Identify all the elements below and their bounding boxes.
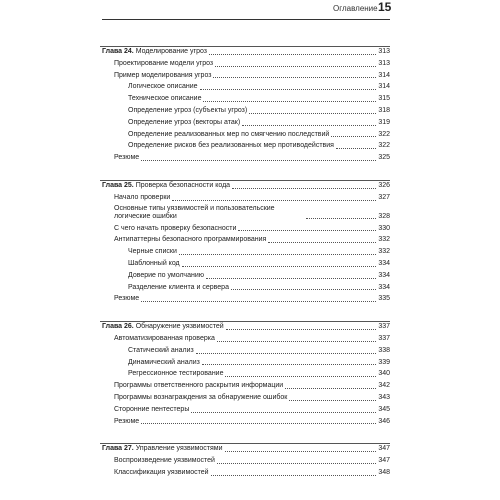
dot-leader [306, 218, 376, 219]
toc-entry[interactable] [102, 81, 390, 93]
toc-entry[interactable] [102, 392, 390, 404]
entry-label: Управление уязвимостями [133, 445, 223, 453]
dot-leader [336, 148, 376, 149]
dot-leader [268, 242, 376, 243]
toc-page-number: 332 [378, 236, 390, 244]
toc-page-number: 337 [378, 323, 390, 331]
chapter-number: Глава 25. [102, 181, 134, 189]
toc-chapter-heading[interactable] [102, 180, 390, 192]
toc-page-number: 335 [378, 295, 390, 303]
toc-page-number: 339 [378, 358, 390, 366]
toc-entry-title [114, 293, 139, 305]
toc-entry[interactable] [102, 258, 390, 270]
entry-label: Сторонние пентестеры [114, 405, 190, 413]
dot-leader [141, 423, 376, 424]
toc-entry[interactable] [102, 129, 390, 141]
dot-leader [217, 463, 376, 464]
chapter-divider [100, 443, 390, 444]
toc-page-number: 313 [378, 59, 390, 67]
toc-entry[interactable] [102, 380, 390, 392]
toc-page-number: 347 [378, 445, 390, 453]
toc-page-number: 315 [378, 95, 390, 103]
entry-label: Регрессионное тестирование [128, 370, 224, 378]
toc-chapter [102, 443, 390, 478]
toc-entry-title [114, 152, 139, 164]
toc-entry-title [128, 117, 240, 129]
entry-label: Моделирование угроз [133, 48, 207, 55]
dot-leader [249, 113, 376, 114]
toc-entry-title [128, 270, 204, 282]
dot-leader [225, 451, 377, 452]
entry-label: Проектирование модели угроз [114, 59, 214, 67]
entry-label: Доверие по умолчанию [128, 271, 204, 279]
toc-entry-title [114, 58, 213, 70]
toc-entry-title [128, 345, 194, 357]
toc-entry[interactable] [102, 270, 390, 282]
entry-label: Основные типы уязвимостей и пользовательские логические ошибки [114, 204, 275, 221]
dot-leader [202, 364, 376, 365]
toc-entry-title [114, 192, 170, 204]
dot-leader [191, 412, 376, 413]
toc-entry[interactable] [102, 282, 390, 294]
toc-page-number: 346 [378, 417, 390, 425]
toc-entry[interactable] [102, 455, 390, 467]
entry-label: Шаблонный код [128, 259, 180, 267]
dot-leader [200, 89, 377, 90]
toc-entry-title [128, 81, 198, 93]
toc-entry[interactable] [102, 93, 390, 105]
entry-label: Определение рисков без реализованных мер противодействия [128, 142, 334, 150]
entry-label: Программы вознаграждения за обнаружение ошибок [114, 393, 288, 401]
dot-leader [238, 230, 376, 231]
dot-leader [242, 125, 376, 126]
toc-entry-title [114, 70, 211, 82]
chapter-number: Глава 27. [102, 445, 134, 453]
toc-chapter [102, 180, 390, 305]
dot-leader [141, 160, 376, 161]
dot-leader [217, 341, 376, 342]
entry-label: Статический анализ [128, 346, 194, 354]
toc-entry[interactable] [102, 404, 390, 416]
toc-page-number: 313 [378, 48, 390, 55]
toc-entry-title [128, 357, 200, 369]
toc-page-number: 327 [378, 193, 390, 201]
dot-leader [182, 266, 377, 267]
dot-leader [232, 188, 376, 189]
toc-entry[interactable] [102, 333, 390, 345]
toc-entry-title [114, 205, 304, 222]
toc-page-number: 337 [378, 334, 390, 342]
toc-entry[interactable] [102, 192, 390, 204]
toc-page-number: 347 [378, 457, 390, 465]
toc-entry[interactable] [102, 234, 390, 246]
dot-leader [179, 254, 376, 255]
dot-leader [203, 101, 376, 102]
entry-label: Пример моделирования угроз [114, 71, 212, 79]
toc-entry[interactable] [102, 416, 390, 428]
toc-entry-title [102, 321, 224, 333]
entry-label: Проверка безопасности кода [133, 181, 231, 189]
toc-entry-title [102, 443, 223, 455]
toc-entry-title [114, 223, 236, 235]
dot-leader [211, 475, 377, 476]
toc-page-number: 332 [378, 248, 390, 256]
toc-page-number: 318 [378, 106, 390, 114]
dot-leader [215, 66, 376, 67]
dot-leader [206, 278, 376, 279]
toc-entry-title [102, 46, 207, 58]
entry-label: Воспроизведение уязвимостей [114, 457, 215, 465]
toc-entry[interactable] [102, 223, 390, 235]
toc-entry-title [128, 93, 201, 105]
entry-label: Обнаружение уязвимостей [133, 323, 224, 331]
entry-label: Резюме [114, 295, 140, 303]
toc-page-number: 330 [378, 224, 390, 232]
toc-entry[interactable] [102, 140, 390, 152]
toc-entry[interactable] [102, 368, 390, 380]
entry-label: Разделение клиента и сервера [128, 283, 229, 291]
dot-leader [231, 289, 376, 290]
toc-page-number: 334 [378, 259, 390, 267]
dot-leader [196, 353, 377, 354]
toc-entry-title [128, 129, 329, 141]
entry-label: Классификация уязвимостей [114, 468, 209, 476]
header-rule [102, 19, 390, 20]
toc-page-number: 326 [378, 181, 390, 189]
dot-leader [226, 329, 377, 330]
toc-entry-title [114, 416, 139, 428]
toc-entry[interactable] [102, 204, 390, 223]
toc-entry-title [102, 180, 230, 192]
toc-entry-title [128, 368, 223, 380]
toc-entry-title [128, 140, 334, 152]
chapter-divider [100, 321, 390, 322]
toc-chapter [102, 321, 390, 427]
entry-label: Динамический анализ [128, 358, 200, 366]
toc-entry-title [114, 392, 287, 404]
entry-label: С чего начать проверку безопасности [114, 224, 237, 232]
dot-leader [289, 400, 376, 401]
toc-page-number: 342 [378, 382, 390, 390]
toc-page-number: 322 [378, 130, 390, 138]
toc-page-number: 338 [378, 346, 390, 354]
toc-page-number: 325 [378, 154, 390, 162]
toc-entry-title [128, 282, 229, 294]
toc-page-number: 314 [378, 83, 390, 91]
toc-page-number: 314 [378, 71, 390, 79]
toc-entry-title [114, 380, 283, 392]
dot-leader [209, 54, 376, 55]
toc-entry[interactable] [102, 105, 390, 117]
toc-entry[interactable] [102, 293, 390, 305]
entry-label: Техническое описание [128, 95, 202, 103]
toc-entry-title [128, 246, 177, 258]
dot-leader [172, 200, 376, 201]
toc-entry[interactable] [102, 117, 390, 129]
entry-label: Определение угроз (векторы атак) [128, 118, 241, 126]
toc-entry[interactable] [102, 357, 390, 369]
toc-page-number: 328 [378, 213, 390, 221]
toc-chapter-heading[interactable] [102, 443, 390, 455]
dot-leader [331, 136, 376, 137]
toc-entry-title [128, 258, 180, 270]
dot-leader [213, 77, 376, 78]
toc-page-number: 348 [378, 468, 390, 476]
entry-label: Начало проверки [114, 193, 171, 201]
toc-entry-title [114, 404, 189, 416]
toc-chapter [102, 46, 390, 164]
toc-entry[interactable] [102, 467, 390, 479]
table-of-contents [102, 46, 390, 479]
toc-entry[interactable] [102, 70, 390, 82]
toc-page-number: 334 [378, 271, 390, 279]
chapter-number: Глава 26. [102, 323, 134, 331]
chapter-divider [100, 180, 390, 181]
entry-label: Черные списки [128, 248, 177, 256]
toc-page-number: 322 [378, 142, 390, 150]
toc-page-number: 343 [378, 393, 390, 401]
entry-label: Программы ответственного раскрытия информации [114, 382, 284, 390]
chapter-divider [100, 46, 390, 47]
toc-page-number: 340 [378, 370, 390, 378]
toc-chapter-heading[interactable] [102, 46, 390, 58]
chapter-number: Глава 24. [102, 48, 134, 55]
toc-chapter-heading[interactable] [102, 321, 390, 333]
toc-entry-title [114, 234, 266, 246]
running-header-title: Оглавление [333, 4, 378, 13]
toc-entry[interactable] [102, 345, 390, 357]
toc-entry-title [114, 467, 209, 479]
entry-label: Логическое описание [128, 83, 198, 91]
toc-entry[interactable] [102, 58, 390, 70]
entry-label: Антипаттерны безопасного программирования [114, 236, 267, 244]
entry-label: Автоматизированная проверка [114, 334, 215, 342]
toc-page-number: 334 [378, 283, 390, 291]
entry-label: Резюме [114, 154, 140, 162]
dot-leader [225, 376, 376, 377]
toc-entry-title [114, 455, 215, 467]
entry-label: Определение угроз (субъекты угроз) [128, 106, 248, 114]
toc-entry-title [128, 105, 247, 117]
dot-leader [285, 388, 376, 389]
dot-leader [141, 301, 376, 302]
toc-page-number: 345 [378, 405, 390, 413]
entry-label: Резюме [114, 417, 140, 425]
toc-entry-title [114, 333, 215, 345]
toc-entry[interactable] [102, 152, 390, 164]
page-number: 15 [378, 0, 392, 14]
entry-label: Определение реализованных мер по смягчению последствий [128, 130, 330, 138]
toc-page-number: 319 [378, 118, 390, 126]
toc-entry[interactable] [102, 246, 390, 258]
